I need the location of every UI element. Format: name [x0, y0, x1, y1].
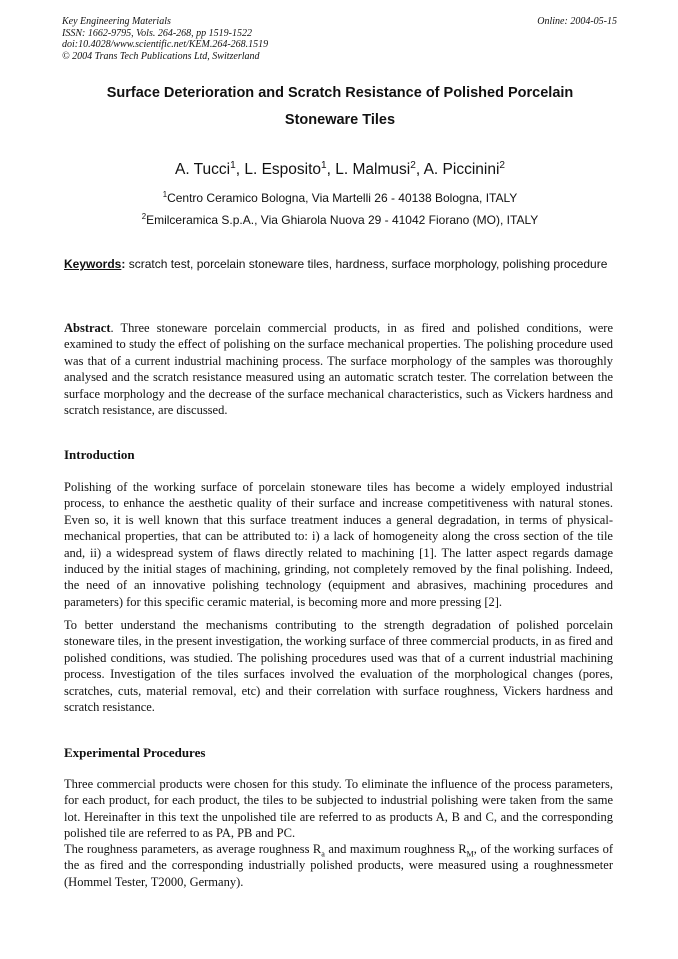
introduction-heading: Introduction: [64, 447, 135, 462]
title-line-2: Stoneware Tiles: [284, 112, 396, 128]
keywords: [64, 253, 613, 275]
abstract: [64, 320, 613, 418]
affiliation-text: Emilceramica S.p.A., Via Ghiarola Nuova 29 - 41042 Fiorano (MO), ITALY: [146, 213, 539, 227]
author-affiliation-mark: 2: [410, 159, 416, 171]
author-name: L. Malmusi: [335, 161, 411, 178]
author-list: [64, 160, 616, 180]
keywords-colon: :: [121, 257, 126, 271]
journal-header: [62, 16, 617, 62]
author-affiliation-mark: 2: [499, 159, 506, 171]
journal-doi: doi:10.4028/www.scientific.net/KEM.264-268.1519: [62, 39, 269, 50]
journal-name: Key Engineering Materials: [62, 16, 171, 27]
paper-title: [64, 80, 616, 134]
author-separator: ,: [415, 161, 424, 178]
keywords-text: scratch test, porcelain stoneware tiles, hardness, surface morphology, polishing procedure: [125, 257, 608, 271]
introduction-paragraph-1: Polishing of the working surface of porcelain stoneware tiles has become a widely employed industrial process, to enhance the aesthetic quality of their surface and increase competitiveness with natural stones. Even so, it is well known that this surface treatment induces a general degradation, in terms of physical-mechanical properties, that can be attributed to: i) a lack of homogeneity along the cross section of the tile and, ii) a widespread system of flaws directly related to machining [1]. The latter aspect regards damage induced by the initial stages of machining, grinding, not completely removed by the final polishing. Indeed, the need of an innovative polishing technology (equipment and abrasives, machining procedures and parameters) for this specific ceramic material, is becoming more and more pressing [2].: [64, 480, 613, 609]
roughness-subscript-m: M: [466, 849, 474, 859]
online-date: Online: 2004-05-15: [537, 16, 617, 27]
experimental-text: The roughness parameters, as average roughness R: [64, 842, 322, 856]
affiliation-number: 2: [141, 212, 147, 221]
affiliation-text: Centro Ceramico Bologna, Via Martelli 26 - 40138 Bologna, ITALY: [167, 191, 518, 205]
experimental-text: , of the working surfaces of the as fired and the corresponding industrially polished products, were measured using a roughnessmeter (Hommel Tester, T2000, Germany).: [64, 842, 613, 889]
introduction-paragraph-2: To better understand the mechanisms contributing to the strength degradation of polished porcelain stoneware tiles, in the present investigation, the working surface of three commercial products, in as fired and polished conditions, was studied. The polishing procedures used was that of a current industrial machining process. Investigation of the tiles surfaces involved the evaluation of the morphological changes (pores, scratches, cuts, material removal, etc) and their correlation with surface roughness, Vickers hardness and scratch resistance.: [64, 618, 613, 715]
author-name: L. Esposito: [244, 161, 322, 178]
experimental-paragraph-2: [64, 841, 613, 890]
abstract-text: . Three stoneware porcelain commercial products, in as fired and polished conditions, were examined to study the effect of polishing on the surface mechanical properties. The polishing procedure used was that of a current industrial machining process. The surface morphology of the samples was thoroughly analysed and the scratch resistance measured using an automatic scratch tester. The correlation between the surface morphology and the decrease of the surface mechanical characteristics, such as Vickers hardness and scratch resistance, are discussed.: [64, 321, 613, 418]
experimental-heading: Experimental Procedures: [64, 745, 206, 760]
author-separator: ,: [326, 161, 336, 178]
keywords-label: Keywords: [64, 257, 122, 271]
abstract-label: Abstract: [64, 321, 111, 335]
affiliation-number: 1: [162, 190, 168, 199]
affiliation-2: [64, 212, 616, 228]
author-name: A. Tucci: [174, 161, 231, 178]
experimental-text: and maximum roughness R: [324, 842, 467, 856]
affiliation-1: [64, 190, 616, 206]
roughness-subscript-a: a: [321, 849, 325, 859]
experimental-paragraph-1: Three commercial products were chosen for this study. To eliminate the influence of the process parameters, for each product, for each product, the tiles to be subjected to industrial polishing were taken from the same lot. Hereinafter in this text the unpolished tile are referred to as products A, B and C, and the corresponding polished tile are referred to as PA, PB and PC.: [64, 777, 613, 841]
title-line-1: Surface Deterioration and Scratch Resistance of Polished Porcelain: [106, 85, 574, 101]
author-name: A. Piccinini: [423, 161, 500, 178]
author-affiliation-mark: 1: [321, 159, 327, 171]
journal-issn: ISSN: 1662-9795, Vols. 264-268, pp 1519-1522: [62, 27, 252, 39]
author-affiliation-mark: 1: [230, 159, 236, 171]
journal-copyright: © 2004 Trans Tech Publications Ltd, Switzerland: [62, 50, 260, 62]
author-separator: ,: [235, 161, 245, 178]
